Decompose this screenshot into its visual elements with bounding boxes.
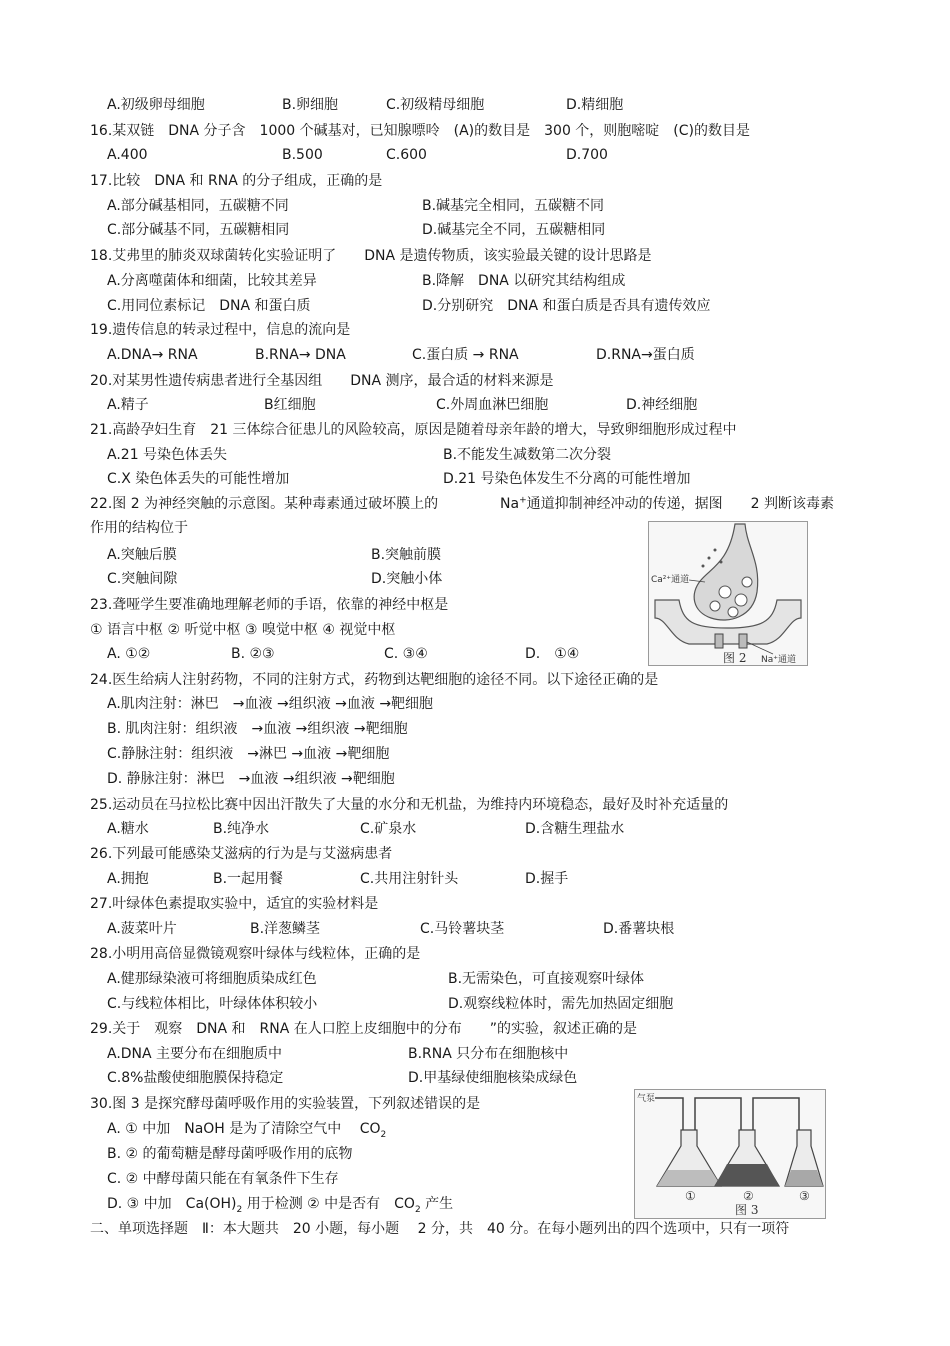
figure-2-caption: 图 2 bbox=[723, 651, 747, 665]
q17-option-c: C.部分碱基不同，五碳糖相同 bbox=[107, 222, 290, 238]
q21-option-c: C.X 染色体丢失的可能性增加 bbox=[107, 471, 290, 487]
q20-option-a: A.精子 bbox=[107, 397, 149, 413]
q25-option-b: B.纯净水 bbox=[213, 821, 270, 837]
q17-option-a: A.部分碱基相同，五碳糖不同 bbox=[107, 198, 289, 214]
q28-stem: 28.小明用高倍显微镜观察叶绿体与线粒体，正确的是 bbox=[90, 946, 421, 962]
na-channel-label: Na⁺通道 bbox=[761, 655, 796, 665]
q24-option-d: D. 静脉注射：淋巴 →血液 →组织液 →靶细胞 bbox=[107, 771, 395, 787]
q18-option-a: A.分离噬菌体和细菌，比较其差异 bbox=[107, 273, 317, 289]
flask-2-label: ② bbox=[743, 1189, 754, 1203]
q19-stem: 19.遗传信息的转录过程中，信息的流向是 bbox=[90, 322, 351, 338]
q22-stem-part1: 22.图 2 为神经突触的示意图。某种毒素通过破坏膜上的 bbox=[90, 496, 439, 512]
q23-stem: 23.聋哑学生要准确地理解老师的手语，依靠的神经中枢是 bbox=[90, 597, 449, 613]
q24-stem: 24.医生给病人注射药物，不同的注射方式，药物到达靶细胞的途径不同。以下途径正确的是 bbox=[90, 672, 659, 688]
q20-option-c: C.外周血淋巴细胞 bbox=[436, 397, 549, 413]
q16-option-c: C.600 bbox=[386, 147, 427, 163]
figure-3-caption: 图 3 bbox=[735, 1203, 759, 1217]
q19-option-a: A.DNA→ RNA bbox=[107, 347, 198, 363]
q29-option-a: A.DNA 主要分布在细胞质中 bbox=[107, 1046, 283, 1062]
q29-stem: 29.关于 观察 DNA 和 RNA 在人口腔上皮细胞中的分布 ”的实验，叙述正确的是 bbox=[90, 1021, 638, 1037]
q19-option-c: C.蛋白质 → RNA bbox=[412, 347, 519, 363]
figure-2-synapse bbox=[648, 521, 808, 666]
q25-option-d: D.含糖生理盐水 bbox=[525, 821, 625, 837]
q28-option-d: D.观察线粒体时，需先加热固定细胞 bbox=[448, 996, 674, 1012]
q27-stem: 27.叶绿体色素提取实验中，适宜的实验材料是 bbox=[90, 896, 379, 912]
q18-option-c: C.用同位素标记 DNA 和蛋白质 bbox=[107, 298, 311, 314]
q15-option-c: C.初级精母细胞 bbox=[386, 97, 485, 113]
q22-option-a: A.突触后膜 bbox=[107, 547, 177, 563]
q30-option-a: A. ① 中加 NaOH 是为了清除空气中 $CO_2$ bbox=[107, 1121, 387, 1140]
q27-option-c: C.马铃薯块茎 bbox=[420, 921, 505, 937]
q28-option-b: B.无需染色，可直接观察叶绿体 bbox=[448, 971, 645, 987]
q28-option-a: A.健那绿染液可将细胞质染成红色 bbox=[107, 971, 317, 987]
q16-option-b: B.500 bbox=[282, 147, 323, 163]
ca-channel-label: Ca²⁺通道 bbox=[651, 575, 690, 585]
q30-stem: 30.图 3 是探究酵母菌呼吸作用的实验装置，下列叙述错误的是 bbox=[90, 1096, 481, 1112]
q23-option-d: D. ①④ bbox=[525, 646, 580, 662]
flask-3-label: ③ bbox=[799, 1189, 810, 1203]
q17-stem: 17.比较 DNA 和 RNA 的分子组成，正确的是 bbox=[90, 173, 383, 189]
q26-option-d: D.握手 bbox=[525, 871, 569, 887]
q25-stem: 25.运动员在马拉松比赛中因出汗散失了大量的水分和无机盐，为维持内环境稳态，最好及时补充适量的 bbox=[90, 797, 729, 813]
q20-stem: 20.对某男性遗传病患者进行全基因组 DNA 测序，最合适的材料来源是 bbox=[90, 373, 554, 389]
q23-option-a: A. ①② bbox=[107, 646, 151, 662]
q15-option-a: A.初级卵母细胞 bbox=[107, 97, 205, 113]
q21-option-b: B.不能发生减数第二次分裂 bbox=[443, 447, 612, 463]
flask-1-label: ① bbox=[685, 1189, 696, 1203]
q24-option-a: A.肌肉注射：淋巴 →血液 →组织液 →血液 →靶细胞 bbox=[107, 696, 434, 712]
q16-stem: 16.某双链 DNA 分子含 1000 个碱基对，已知腺嘌呤 (A)的数目是 300 个，则胞嘧啶 (C)的数目是 bbox=[90, 123, 750, 139]
q22-stem-part2: Na+通道抑制神经冲动的传递，据图 2 判断该毒素 bbox=[500, 495, 834, 512]
q27-option-d: D.番薯块根 bbox=[603, 921, 675, 937]
q17-option-d: D.碱基完全不同，五碳糖相同 bbox=[422, 222, 606, 238]
q30-option-c: C. ② 中酵母菌只能在有氧条件下生存 bbox=[107, 1171, 339, 1187]
q18-stem: 18.艾弗里的肺炎双球菌转化实验证明了 DNA 是遗传物质，该实验最关键的设计思路是 bbox=[90, 248, 652, 264]
q21-option-a: A.21 号染色体丢失 bbox=[107, 447, 228, 463]
section-2-header: 二、单项选择题 Ⅱ：本大题共 20 小题，每小题 2 分，共 40 分。在每小题列出的四个选项中，只有一项符 bbox=[90, 1221, 790, 1237]
q27-option-a: A.菠菜叶片 bbox=[107, 921, 177, 937]
figure-3-apparatus bbox=[634, 1089, 826, 1219]
q15-option-b: B.卵细胞 bbox=[282, 97, 339, 113]
q17-option-b: B.碱基完全相同，五碳糖不同 bbox=[422, 198, 605, 214]
q26-option-c: C.共用注射针头 bbox=[360, 871, 459, 887]
q22-stem-line2: 作用的结构位于 bbox=[90, 520, 188, 536]
q16-option-d: D.700 bbox=[566, 147, 608, 163]
q15-option-d: D.精细胞 bbox=[566, 97, 624, 113]
q30-option-b: B. ② 的葡萄糖是酵母菌呼吸作用的底物 bbox=[107, 1146, 353, 1162]
q29-option-d: D.甲基绿使细胞核染成绿色 bbox=[408, 1070, 578, 1086]
q26-option-a: A.拥抱 bbox=[107, 871, 149, 887]
q27-option-b: B.洋葱鳞茎 bbox=[250, 921, 321, 937]
q22-option-c: C.突触间隙 bbox=[107, 571, 178, 587]
q29-option-c: C.8%盐酸使细胞膜保持稳定 bbox=[107, 1070, 284, 1086]
q29-option-b: B.RNA 只分布在细胞核中 bbox=[408, 1046, 569, 1062]
q28-option-c: C.与线粒体相比，叶绿体体积较小 bbox=[107, 996, 318, 1012]
q24-option-c: C.静脉注射：组织液 →淋巴 →血液 →靶细胞 bbox=[107, 746, 390, 762]
q22-option-d: D.突触小体 bbox=[371, 571, 443, 587]
q30-option-d: D. ③ 中加 $Ca(OH)_2$ 用于检测 ② 中是否有 $CO_2$ 产生 bbox=[107, 1196, 454, 1215]
air-pump-label: 气泵 bbox=[637, 1094, 656, 1104]
q21-option-d: D.21 号染色体发生不分离的可能性增加 bbox=[443, 471, 691, 487]
q18-option-b: B.降解 DNA 以研究其结构组成 bbox=[422, 273, 626, 289]
q23-option-c: C. ③④ bbox=[384, 646, 428, 662]
q19-option-b: B.RNA→ DNA bbox=[255, 347, 346, 363]
q19-option-d: D.RNA→蛋白质 bbox=[596, 347, 695, 363]
q22-option-b: B.突触前膜 bbox=[371, 547, 442, 563]
q20-option-d: D.神经细胞 bbox=[626, 397, 698, 413]
q24-option-b: B. 肌肉注射：组织液 →血液 →组织液 →靶细胞 bbox=[107, 721, 408, 737]
q23-items: ① 语言中枢 ② 听觉中枢 ③ 嗅觉中枢 ④ 视觉中枢 bbox=[90, 622, 396, 638]
q18-option-d: D.分别研究 DNA 和蛋白质是否具有遗传效应 bbox=[422, 298, 711, 314]
q23-option-b: B. ②③ bbox=[231, 646, 275, 662]
q26-option-b: B.一起用餐 bbox=[213, 871, 284, 887]
q21-stem: 21.高龄孕妇生育 21 三体综合征患儿的风险较高，原因是随着母亲年龄的增大，导致卵细胞形成过程中 bbox=[90, 422, 737, 438]
q20-option-b: B红细胞 bbox=[264, 397, 316, 413]
q16-option-a: A.400 bbox=[107, 147, 148, 163]
q25-option-a: A.糖水 bbox=[107, 821, 149, 837]
q25-option-c: C.矿泉水 bbox=[360, 821, 417, 837]
q26-stem: 26.下列最可能感染艾滋病的行为是与艾滋病患者 bbox=[90, 846, 393, 862]
